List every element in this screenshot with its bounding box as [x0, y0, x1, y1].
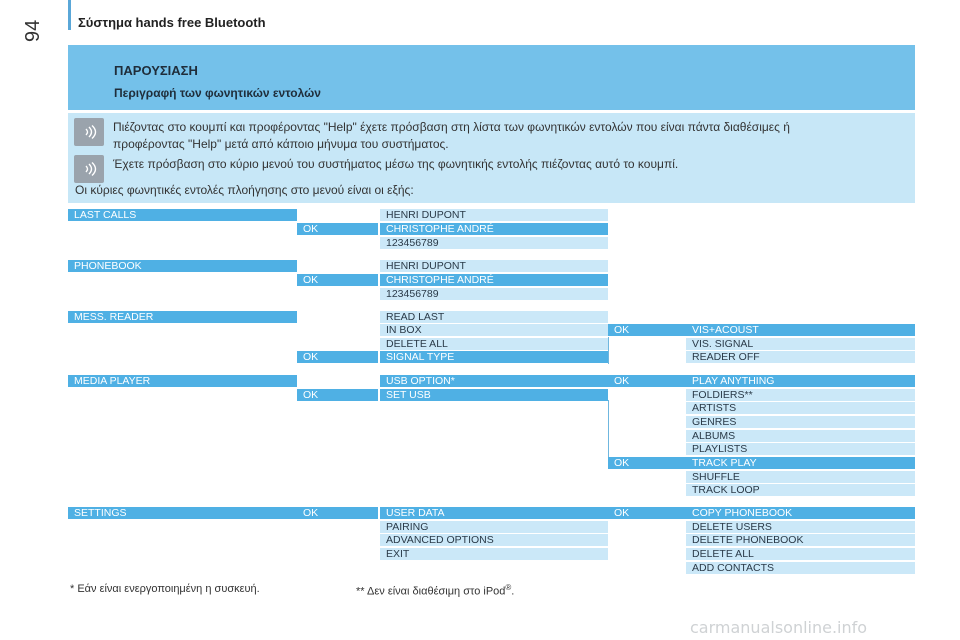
list-item: ADD CONTACTS	[686, 562, 915, 574]
footnote-1: * Εάν είναι ενεργοποιημένη η συσκευή.	[70, 583, 260, 595]
list-item: FOLDIERS**	[686, 389, 915, 401]
ok-label: OK	[608, 324, 686, 336]
watermark: carmanualsonline.info	[690, 618, 868, 637]
list-item: 123456789	[380, 237, 608, 249]
chapter-title: Σύστημα hands free Bluetooth	[78, 15, 266, 30]
list-item: CHRISTOPHE ANDRÉ	[380, 274, 608, 286]
list-item: CHRISTOPHE ANDRÉ	[380, 223, 608, 235]
list-item: DELETE ALL	[686, 548, 915, 560]
list-item: PLAY ANYTHING	[686, 375, 915, 387]
list-item: SHUFFLE	[686, 471, 915, 483]
section-subtitle: Περιγραφή των φωνητικών εντολών	[114, 86, 321, 100]
list-item: IN BOX	[380, 324, 608, 336]
ok-label: OK	[297, 351, 378, 363]
intro-line-1a: Πιέζοντας στο κουμπί και προφέροντας "Help" έχετε πρόσβαση στη λίστα των φωνητικών εντολών που είναι πάντα διαθέσιμες ή	[113, 120, 790, 134]
list-item: ADVANCED OPTIONS	[380, 534, 608, 546]
list-item: DELETE PHONEBOOK	[686, 534, 915, 546]
menu-settings: SETTINGS	[68, 507, 297, 519]
list-item: SIGNAL TYPE	[380, 351, 608, 363]
ok-label: OK	[608, 457, 686, 469]
list-item: READER OFF	[686, 351, 915, 363]
list-item: ARTISTS	[686, 402, 915, 414]
list-item: USER DATA	[380, 507, 608, 519]
menu-phonebook: PHONEBOOK	[68, 260, 297, 272]
ok-label: OK	[608, 507, 686, 519]
list-item: TRACK LOOP	[686, 484, 915, 496]
ok-label: OK	[297, 389, 378, 401]
section-title: ΠΑΡΟΥΣΙΑΣΗ	[114, 63, 198, 78]
list-item: READ LAST	[380, 311, 608, 323]
list-item: ALBUMS	[686, 430, 915, 442]
footnote-2	[356, 583, 514, 598]
list-item: DELETE ALL	[380, 338, 608, 350]
footnote-2-text: ** Δεν είναι διαθέσιμη στο iPod	[356, 585, 506, 598]
page-number: 94	[22, 19, 44, 42]
list-item: DELETE USERS	[686, 521, 915, 533]
ok-label: OK	[297, 223, 378, 235]
list-item: USB OPTION*	[380, 375, 608, 387]
voice-command-icon	[74, 118, 104, 146]
ok-label: OK	[297, 507, 378, 519]
registered-mark: ®	[505, 583, 512, 592]
intro-line-2: Έχετε πρόσβαση στο κύριο μενού του συστήματος μέσω της φωνητικής εντολής πιέζοντας αυτό το κουμπί.	[113, 157, 679, 171]
tree-connector	[608, 400, 609, 457]
list-item: GENRES	[686, 416, 915, 428]
list-item: VIS+ACOUST	[686, 324, 915, 336]
list-item: VIS. SIGNAL	[686, 338, 915, 350]
list-item: PAIRING	[380, 521, 608, 533]
list-item: SET USB	[380, 389, 608, 401]
ok-label: OK	[608, 375, 686, 387]
footnote-2-end: .	[511, 585, 515, 598]
list-item: HENRI DUPONT	[380, 260, 608, 272]
list-item: EXIT	[380, 548, 608, 560]
intro-line-1b: προφέροντας "Help" μετά από κάποιο μήνυμα του συστήματος.	[113, 137, 449, 151]
tree-connector	[608, 337, 609, 364]
list-item: PLAYLISTS	[686, 443, 915, 455]
menu-last-calls: LAST CALLS	[68, 209, 297, 221]
ok-label: OK	[297, 274, 378, 286]
intro-line-3: Οι κύριες φωνητικές εντολές πλοήγησης στο μενού είναι οι εξής:	[75, 183, 414, 197]
list-item: COPY PHONEBOOK	[686, 507, 915, 519]
menu-mess-reader: MESS. READER	[68, 311, 297, 323]
list-item: HENRI DUPONT	[380, 209, 608, 221]
voice-command-icon	[74, 155, 104, 183]
menu-media-player: MEDIA PLAYER	[68, 375, 297, 387]
list-item: TRACK PLAY	[686, 457, 915, 469]
list-item: 123456789	[380, 288, 608, 300]
chapter-side-bar	[68, 0, 71, 30]
